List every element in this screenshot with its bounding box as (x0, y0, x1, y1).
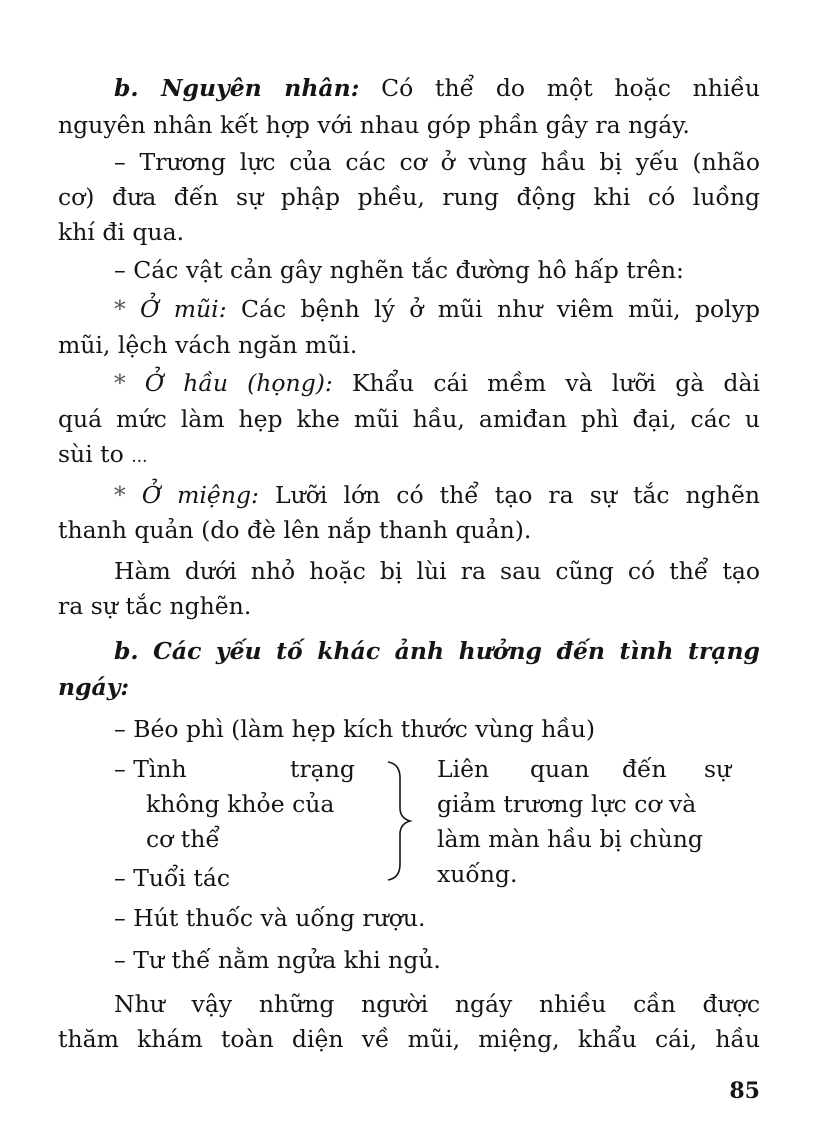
factor-age: – Tuổi tác (114, 864, 231, 892)
nose-text1: Các bệnh lý ở mũi như viêm mũi, polyp (240, 295, 760, 323)
related-line1d: sự (704, 755, 732, 783)
muscle-line2: cơ) đưa đến sự phập phều, rung động khi có luồng (58, 183, 760, 211)
cause-heading-line (58, 70, 760, 107)
factor-obesity: – Béo phì (làm hẹp kích thước vùng hầu) (114, 715, 596, 743)
muscle-line3: khí đi qua. (58, 218, 185, 246)
right-brace-icon (386, 758, 416, 883)
related-line1c: đến (622, 755, 667, 783)
conclusion-line1: Như vậy những người ngáy nhiều cần được (114, 990, 760, 1018)
factor-health-line1a: – Tình (114, 755, 187, 783)
throat-label: Ở hầu (họng): (144, 369, 333, 397)
cause-heading: b. Nguyên nhân: (114, 74, 360, 102)
related-line3: làm màn hầu bị chùng (437, 825, 703, 853)
throat-line1 (58, 365, 760, 402)
cause-intro-line2: nguyên nhân kết hợp với nhau góp phần gây ra ngáy. (58, 111, 690, 139)
nose-line1 (58, 291, 760, 328)
nose-line2: mũi, lệch vách ngăn mũi. (58, 331, 358, 359)
factor-health-line1b: trạng (290, 755, 355, 783)
mouth-label: Ở miệng: (141, 481, 259, 509)
factor-sleeping: – Tư thế nằm ngửa khi ngủ. (114, 946, 441, 974)
nose-label: Ở mũi: (140, 295, 227, 323)
conclusion-line2: thăm khám toàn diện về mũi, miệng, khẩu cái, hầu (58, 1025, 760, 1053)
asterisk-marker: * (114, 481, 126, 509)
mouth-text1: Lưỡi lớn có thể tạo ra sự tắc nghẽn (275, 481, 760, 509)
factors-heading-line1: b. Các yếu tố khác ảnh hưởng đến tình trạng (114, 637, 760, 665)
related-line2: giảm trương lực cơ và (437, 790, 697, 818)
asterisk-marker: * (114, 295, 126, 323)
throat-line2: quá mức làm hẹp khe mũi hầu, amiđan phì đại, các u (58, 405, 760, 433)
factor-smoking: – Hút thuốc và uống rượu. (114, 904, 426, 932)
related-line4: xuống. (437, 860, 518, 888)
throat-text1: Khẩu cái mềm và lưỡi gà dài (351, 369, 760, 397)
factor-health-line3: cơ thể (146, 825, 220, 853)
mouth-line2: thanh quản (do đè lên nắp thanh quản). (58, 516, 532, 544)
jaw-line1: Hàm dưới nhỏ hoặc bị lùi ra sau cũng có thể tạo (114, 557, 760, 585)
related-line1b: quan (530, 755, 590, 783)
cause-intro-line1: Có thể do một hoặc nhiều (381, 74, 760, 102)
throat-ellipsis: ... (131, 447, 148, 467)
asterisk-marker: * (114, 369, 126, 397)
factor-health-line2: không khỏe của (146, 790, 335, 818)
mouth-line1 (58, 477, 760, 514)
related-line1a: Liên (437, 755, 490, 783)
page-number: 85 (729, 1078, 760, 1104)
factors-heading-line2: ngáy: (58, 673, 130, 701)
muscle-line1: – Trương lực của các cơ ở vùng hầu bị yếu (nhão (114, 148, 760, 176)
throat-line3 (58, 436, 760, 476)
throat-text3: sùi to (58, 440, 124, 468)
jaw-line2: ra sự tắc nghẽn. (58, 592, 252, 620)
obstacles-line: – Các vật cản gây nghẽn tắc đường hô hấp trên: (114, 256, 684, 284)
